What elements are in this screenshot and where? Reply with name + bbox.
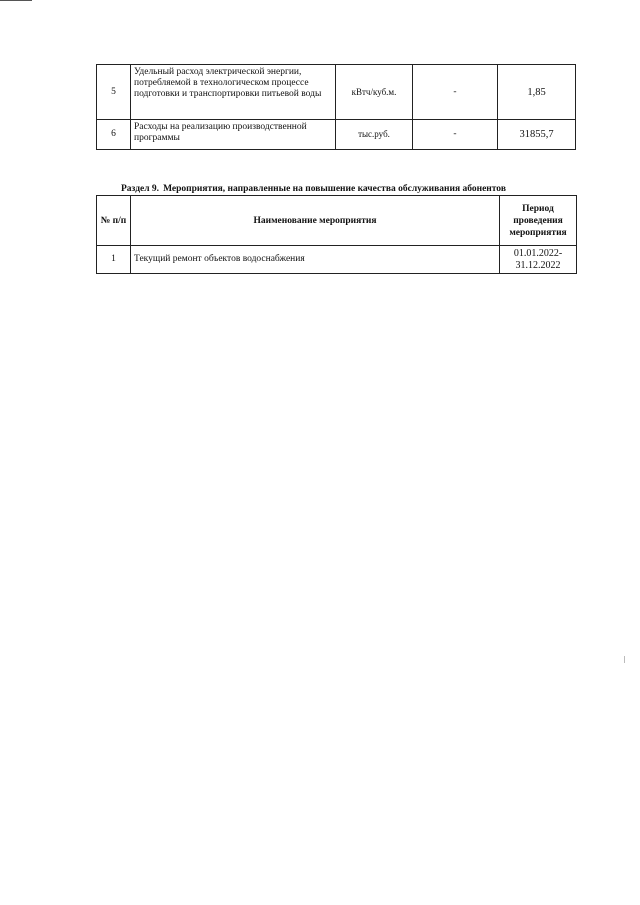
section-heading <box>121 184 506 194</box>
section-label: Раздел 9. <box>121 184 160 194</box>
row-number: 6 <box>97 120 131 150</box>
header-name: Наименование мероприятия <box>131 196 500 246</box>
table-header-row <box>97 196 577 246</box>
header-period: Период проведения мероприятия <box>500 196 577 246</box>
indicator-value: 31855,7 <box>498 120 576 150</box>
indicator-value: 1,85 <box>498 65 576 120</box>
indicator-unit: кВтч/куб.м. <box>336 65 413 120</box>
measure-period: 01.01.2022-31.12.2022 <box>500 246 577 274</box>
indicator-base-value: - <box>413 65 498 120</box>
row-number: 1 <box>97 246 131 274</box>
indicator-unit: тыс.руб. <box>336 120 413 150</box>
scan-edge-mark <box>624 656 625 663</box>
indicators-table <box>96 64 576 150</box>
table-row <box>97 120 576 150</box>
indicator-name: Удельный расход электрической энергии, потребляемой в технологическом процессе подготовки и транспортировки питьевой воды <box>131 65 336 120</box>
section-title-text: Мероприятия, направленные на повышение качества обслуживания абонентов <box>163 184 506 194</box>
table-row <box>97 65 576 120</box>
measure-name: Текущий ремонт объектов водоснабжения <box>131 246 500 274</box>
measures-table <box>96 195 577 274</box>
indicator-base-value: - <box>413 120 498 150</box>
header-num: № п/п <box>97 196 131 246</box>
table-row <box>97 246 577 274</box>
scan-edge-mark <box>0 0 32 1</box>
row-number: 5 <box>97 65 131 120</box>
indicator-name: Расходы на реализацию производственной программы <box>131 120 336 150</box>
